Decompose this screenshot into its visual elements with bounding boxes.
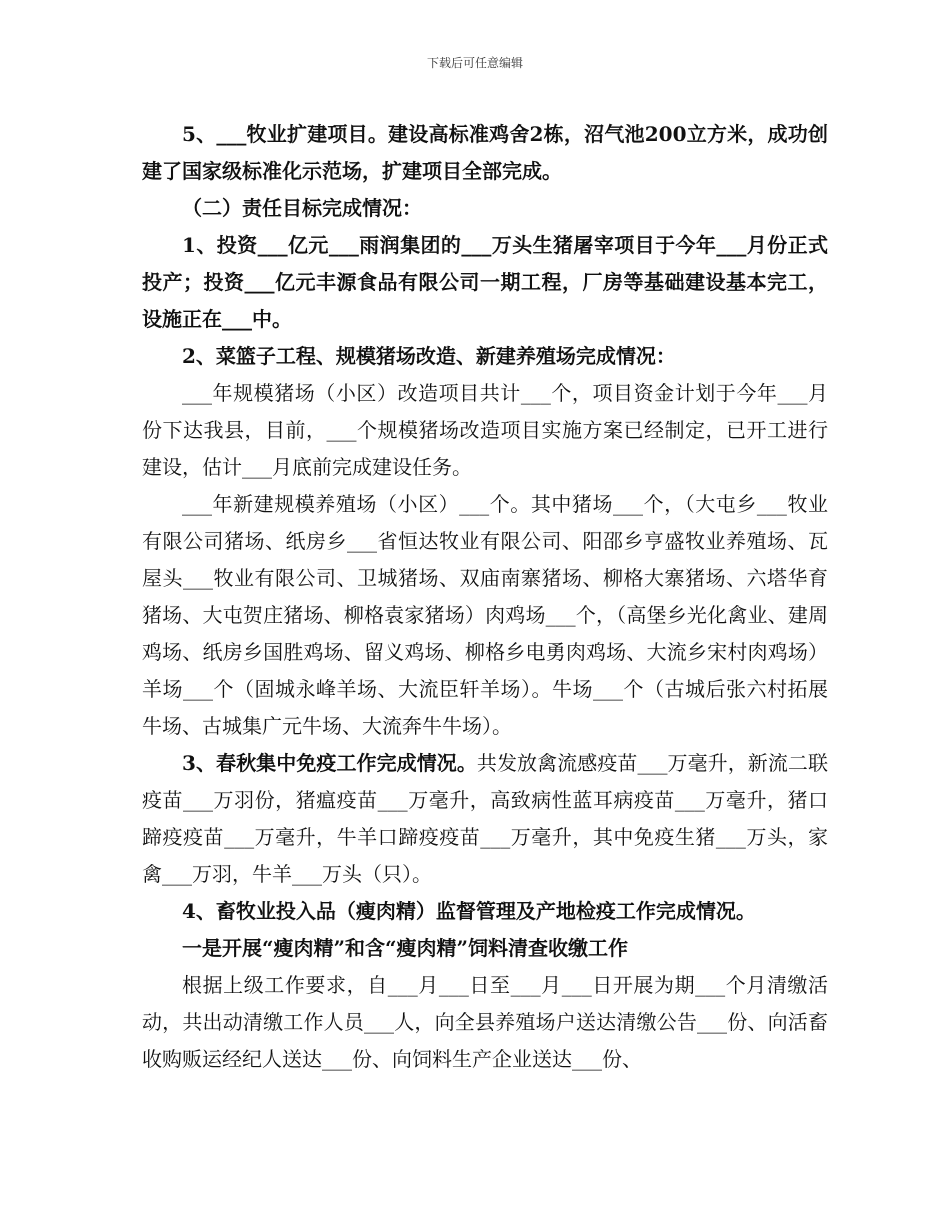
paragraph-clenbuterol-heading: 一是开展“瘦肉精”和含“瘦肉精”饲料清查收缴工作: [182, 936, 629, 960]
paragraph-pig-farm-renovation: ___年规模猪场（小区）改造项目共计___个，项目资金计划于今年___月份下达我县，目前，___个规模猪场改造项目实施方案已经制定，已开工进行建设，估计___月底前完成建设任务。: [142, 381, 828, 479]
document-body: [142, 116, 828, 1078]
immunization-body: 共发放禽流感疫苗___万毫升，新流二联疫苗___万羽份，猪瘟疫苗___万毫升，高致病性蓝耳病疫苗___万毫升，猪口蹄疫疫苗___万毫升，牛羊口蹄疫疫苗___万毫升，其中免疫生猪___万头，家禽___万羽，牛羊___万头（只）。: [142, 751, 828, 886]
paragraph-new-farms: ___年新建规模养殖场（小区）___个。其中猪场___个，（大屯乡___牧业有限公司猪场、纸房乡___省恒达牧业有限公司、阳邵乡亨盛牧业养殖场、瓦屋头___牧业有限公司、卫城猪场、双庙南寨猪场、柳格大寨猪场、六塔华育猪场、大屯贺庄猪场、柳格袁家猪场）肉鸡场___个，（高堡乡光化禽业、建周鸡场、纸房乡国胜鸡场、留义鸡场、柳格乡电勇肉鸡场、大流乡宋村肉鸡场）羊场___个（固城永峰羊场、大流臣轩羊场）。牛场___个（古城后张六村拓展牛场、古城集广元牛场、大流奔牛牛场）。: [142, 492, 828, 738]
section-heading-responsibility-targets: （二）责任目标完成情况：: [182, 196, 422, 220]
paragraph-immunization: [142, 745, 828, 893]
paragraph-basket-project-heading: 2、菜篮子工程、规模猪场改造、新建养殖场完成情况：: [182, 344, 676, 368]
page-header: 下载后可任意编辑: [426, 56, 523, 70]
paragraph-expansion-project: 5、___牧业扩建项目。建设高标准鸡舍2栋，沼气池200立方米，成功创建了国家级标准化示范场，扩建项目全部完成。: [142, 122, 828, 183]
immunization-lead: 3、春秋集中免疫工作完成情况。: [182, 751, 477, 775]
paragraph-investment: 1、投资___亿元___雨润集团的___万头生猪屠宰项目于今年___月份正式投产；投资___亿元丰源食品有限公司一期工程，厂房等基础建设基本完工，设施正在___中。: [142, 233, 828, 331]
paragraph-clearance-activity: 根据上级工作要求，自___月___日至___月___日开展为期___个月清缴活动，共出动清缴工作人员___人，向全县养殖场户送达清缴公告___份、向活畜收购贩运经纪人送达___份、向饲料生产企业送达___份、: [142, 973, 828, 1071]
paragraph-inputs-supervision-heading: 4、畜牧业投入品（瘦肉精）监督管理及产地检疫工作完成情况。: [182, 899, 756, 923]
